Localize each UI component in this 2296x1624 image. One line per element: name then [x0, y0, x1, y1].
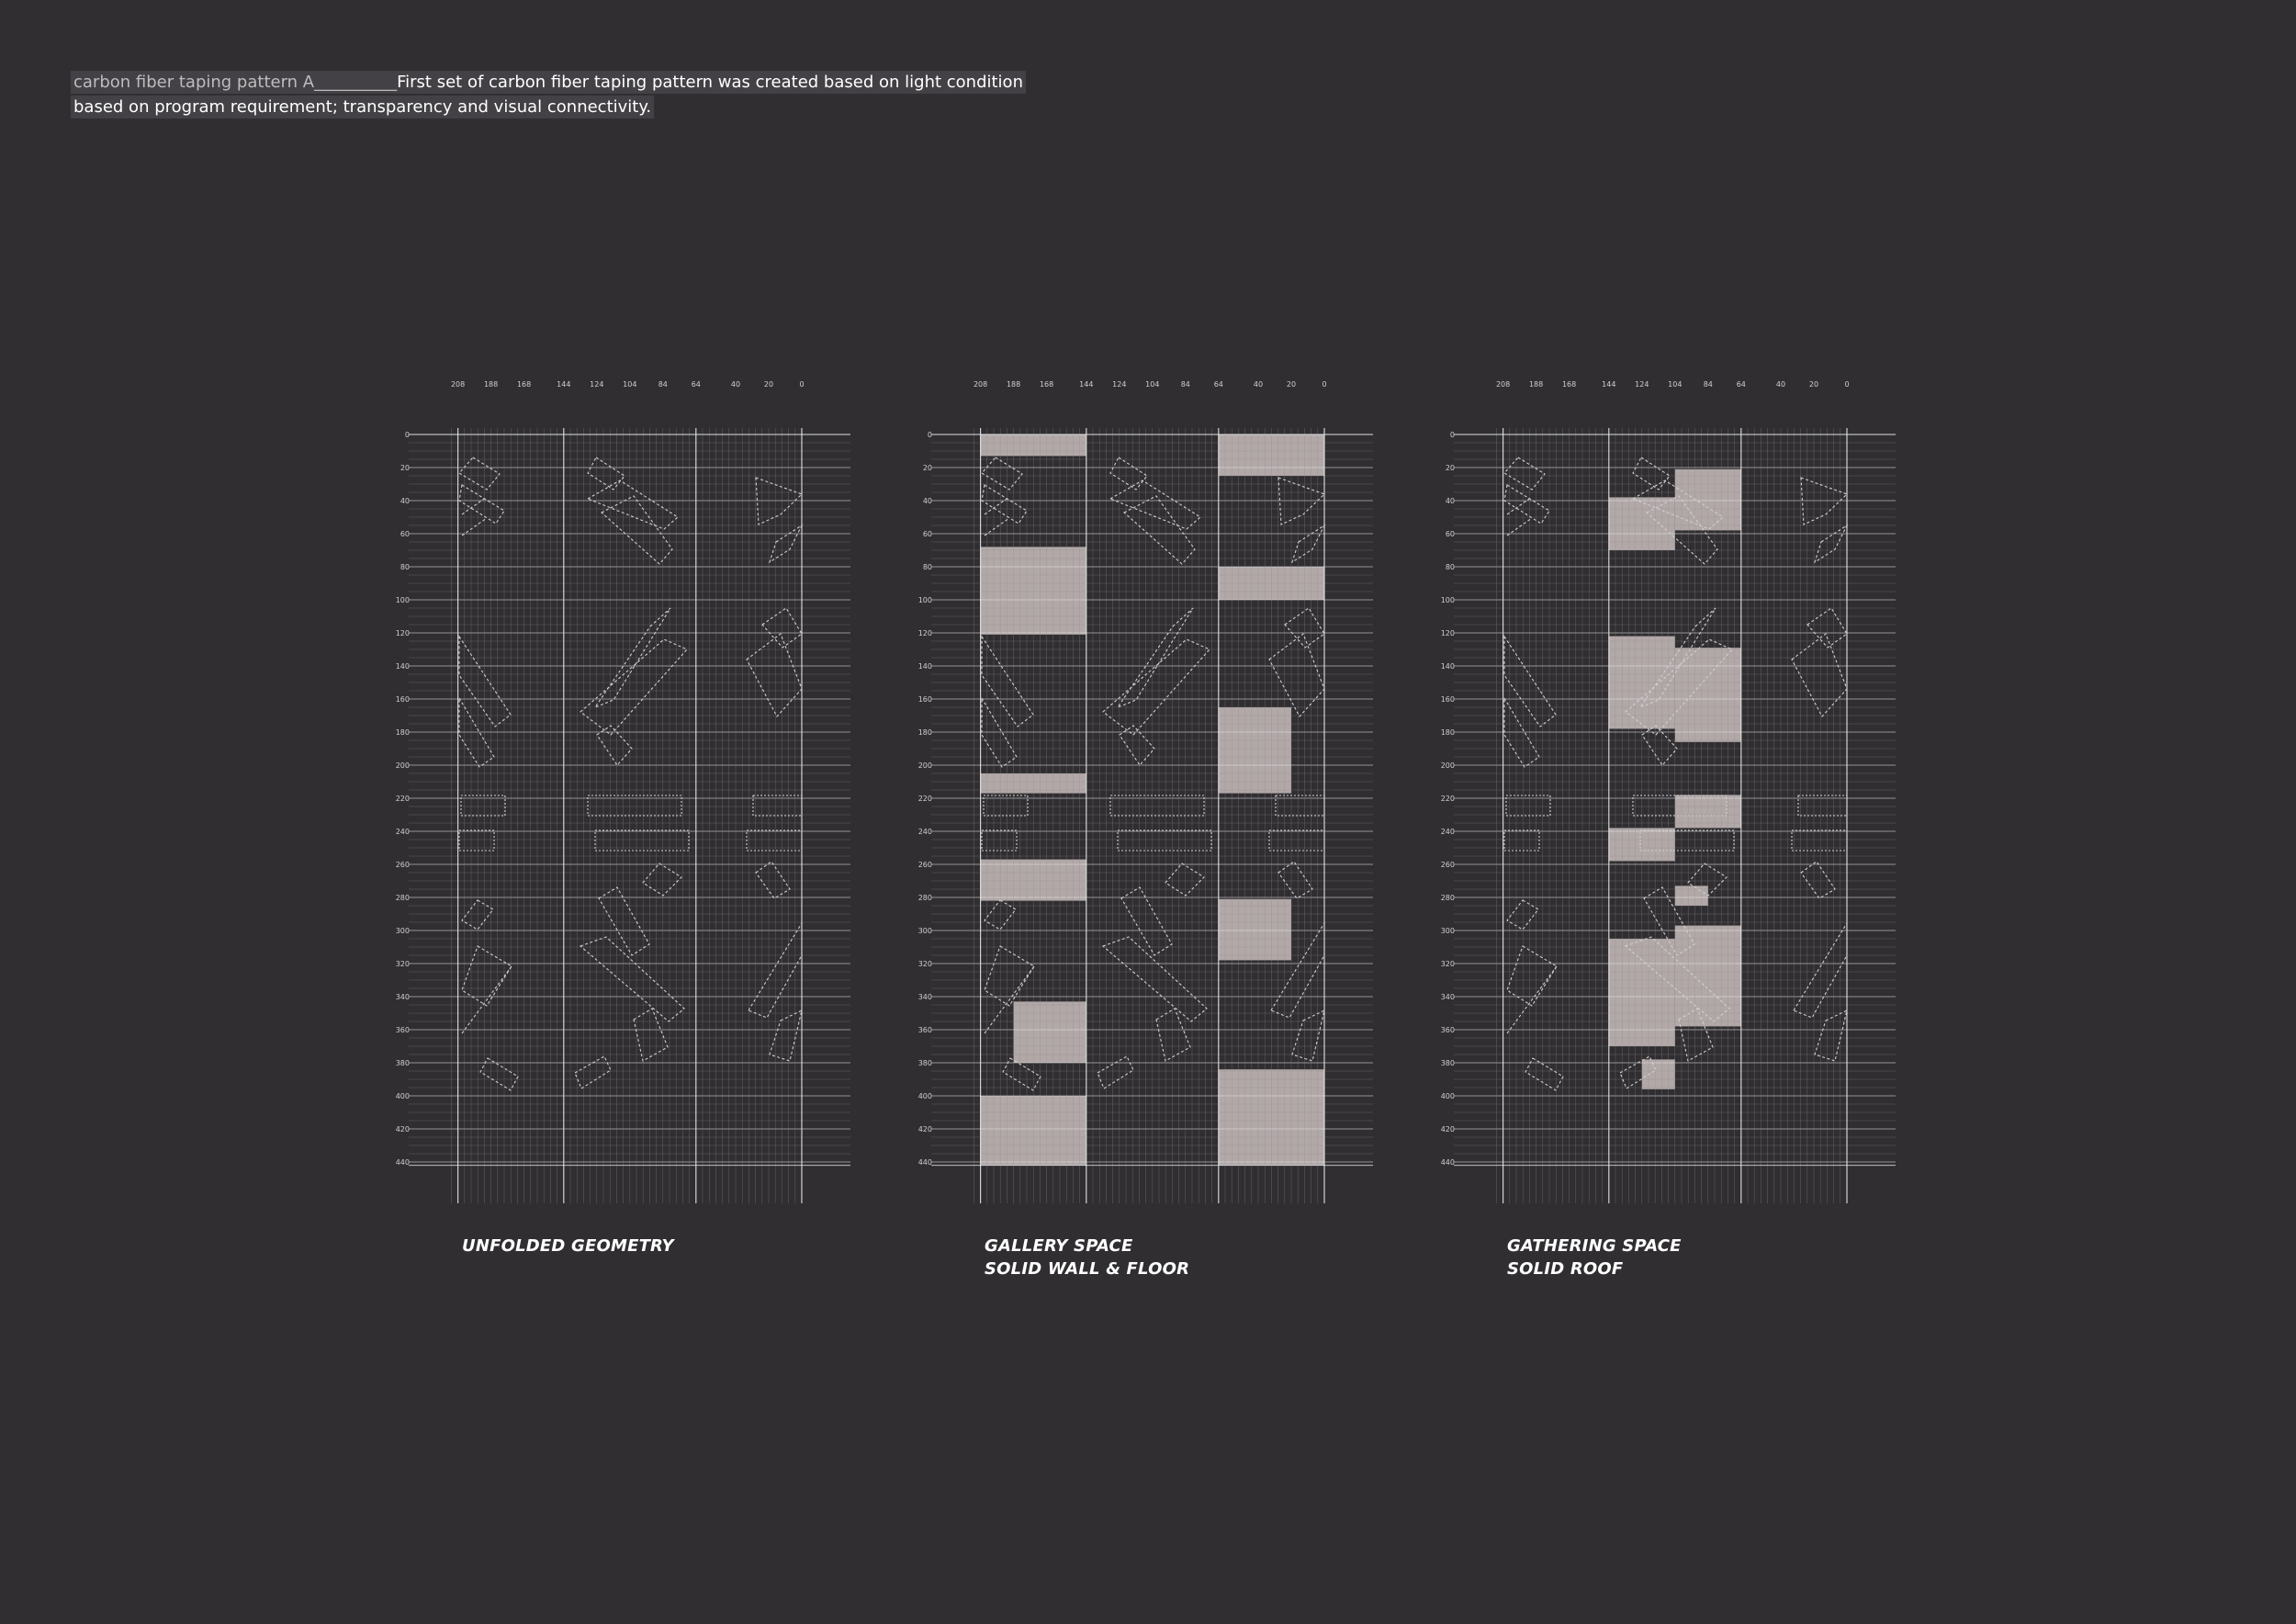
x-tick-label: 144 — [1602, 380, 1616, 389]
panel-outline — [982, 457, 1022, 490]
panel-outline — [1792, 830, 1847, 851]
y-tick-label: 20 — [400, 464, 410, 472]
y-tick-label: 320 — [395, 960, 410, 968]
panel-label-line: GATHERING SPACE — [1507, 1236, 1682, 1256]
x-tick-label: 64 — [691, 380, 701, 389]
x-tick-label: 104 — [623, 380, 637, 389]
panel-outline — [1642, 726, 1677, 765]
y-tick-label: 60 — [922, 530, 932, 538]
panel-outline — [643, 863, 681, 896]
panel-outline — [1110, 480, 1200, 529]
y-tick-label: 80 — [400, 563, 410, 571]
y-tick-label: 20 — [1445, 464, 1455, 472]
y-tick-label: 440 — [1440, 1158, 1455, 1167]
solid-region — [1219, 707, 1291, 794]
y-tick-label: 0 — [927, 431, 932, 439]
panel-outline — [459, 457, 500, 490]
panel-outline — [1815, 525, 1847, 562]
y-tick-label: 380 — [395, 1059, 410, 1067]
y-tick-label: 200 — [395, 761, 410, 770]
panel-outline — [1801, 478, 1847, 524]
y-tick-label: 360 — [395, 1026, 410, 1034]
y-tick-label: 240 — [917, 828, 932, 836]
solid-region — [1642, 1059, 1675, 1088]
y-tick-label: 120 — [917, 629, 932, 637]
panel-outline — [982, 637, 1033, 727]
fold-line — [462, 518, 487, 536]
panel-outline — [588, 457, 625, 490]
y-tick-label: 340 — [1440, 993, 1455, 1001]
panel-outline — [459, 637, 511, 727]
y-tick-label: 200 — [917, 761, 932, 770]
y-tick-label: 40 — [1445, 497, 1455, 505]
panel-outline — [747, 830, 802, 851]
panel-outline — [1269, 634, 1324, 716]
panel-outline — [1124, 496, 1195, 564]
y-tick-label: 60 — [400, 530, 410, 538]
panel-outline — [1504, 457, 1545, 490]
panel-outline — [1292, 525, 1324, 562]
fold-line — [462, 497, 487, 514]
y-tick-label: 280 — [917, 894, 932, 902]
x-tick-label: 124 — [1112, 380, 1127, 389]
x-tick-label: 104 — [1145, 380, 1160, 389]
x-tick-label: 188 — [1006, 380, 1021, 389]
y-tick-label: 120 — [1440, 629, 1455, 637]
panel-label-line: SOLID WALL & FLOOR — [985, 1259, 1190, 1279]
y-tick-label: 340 — [395, 993, 410, 1001]
panel-unfolded — [396, 380, 850, 1203]
y-tick-label: 160 — [917, 695, 932, 704]
y-tick-label: 300 — [395, 927, 410, 935]
x-tick-label: 188 — [1528, 380, 1544, 389]
panel-outline — [1156, 1009, 1190, 1061]
y-tick-label: 420 — [1440, 1125, 1455, 1133]
x-tick-label: 168 — [516, 380, 532, 389]
x-tick-label: 208 — [450, 380, 466, 389]
x-tick-label: 168 — [1561, 380, 1577, 389]
panel-outline — [770, 1010, 802, 1061]
panel-outline — [634, 1009, 668, 1061]
caption-rule: __________ — [314, 73, 398, 92]
panel-outline — [1278, 478, 1324, 524]
panel-outline — [1103, 639, 1210, 735]
x-tick-label: 20 — [1286, 380, 1297, 389]
x-tick-label: 144 — [1079, 380, 1094, 389]
x-tick-label: 84 — [1180, 380, 1190, 389]
y-tick-label: 440 — [917, 1158, 932, 1167]
x-tick-label: 104 — [1668, 380, 1683, 389]
y-axis-labels — [1441, 431, 1455, 1167]
solid-region — [1675, 885, 1708, 906]
x-tick-label: 20 — [763, 380, 774, 389]
panel-label-line: UNFOLDED GEOMETRY — [462, 1236, 674, 1256]
y-tick-label: 0 — [404, 431, 410, 439]
y-tick-label: 320 — [1440, 960, 1455, 968]
panel-outline — [1792, 634, 1847, 716]
y-tick-label: 400 — [917, 1092, 932, 1100]
y-tick-label: 160 — [395, 695, 410, 704]
y-tick-label: 400 — [1440, 1092, 1455, 1100]
y-tick-label: 400 — [395, 1092, 410, 1100]
panel-outline — [1633, 457, 1670, 490]
y-tick-label: 340 — [917, 993, 932, 1001]
panel-outline — [1120, 726, 1154, 765]
fold-line — [985, 518, 1009, 536]
x-tick-label: 208 — [1495, 380, 1511, 389]
y-tick-label: 100 — [917, 596, 932, 604]
y-tick-label: 300 — [1440, 927, 1455, 935]
x-tick-label: 40 — [730, 380, 741, 389]
y-tick-label: 260 — [395, 861, 410, 869]
panel-outline — [580, 937, 684, 1021]
x-tick-label: 188 — [483, 380, 499, 389]
y-tick-label: 140 — [1440, 662, 1455, 671]
y-tick-label: 180 — [395, 728, 410, 737]
panel-outline — [580, 639, 687, 735]
x-tick-label: 124 — [590, 380, 604, 389]
x-tick-label: 0 — [1322, 380, 1327, 389]
panel-outline — [1504, 637, 1556, 727]
y-tick-label: 100 — [395, 596, 410, 604]
panel-outline — [1118, 830, 1211, 851]
y-tick-label: 260 — [1440, 861, 1455, 869]
x-tick-label: 84 — [658, 380, 668, 389]
panel-outline — [1165, 863, 1204, 896]
x-tick-label: 144 — [557, 380, 571, 389]
x-axis-labels — [1496, 380, 1850, 389]
panel-label-gallery — [985, 1235, 1189, 1280]
panel-label-gathering — [1507, 1235, 1682, 1280]
y-tick-label: 120 — [395, 629, 410, 637]
fold-line — [985, 497, 1009, 514]
panel-outline — [1815, 1010, 1847, 1061]
x-tick-label: 64 — [1213, 380, 1223, 389]
panel-outline — [602, 496, 672, 564]
x-tick-label: 0 — [1844, 380, 1850, 389]
x-tick-label: 20 — [1808, 380, 1819, 389]
panel-label-line: GALLERY SPACE — [985, 1236, 1133, 1256]
y-tick-label: 300 — [917, 927, 932, 935]
panel-outline — [770, 525, 802, 562]
x-tick-label: 0 — [799, 380, 805, 389]
y-tick-label: 60 — [1445, 530, 1455, 538]
y-tick-label: 380 — [917, 1059, 932, 1067]
panel-outline — [1278, 862, 1312, 898]
panel-label-unfolded — [462, 1235, 674, 1257]
y-tick-label: 20 — [922, 464, 932, 472]
y-tick-label: 100 — [1440, 596, 1455, 604]
x-tick-label: 208 — [973, 380, 988, 389]
solid-region — [1219, 899, 1291, 961]
y-tick-label: 320 — [917, 960, 932, 968]
y-tick-label: 80 — [922, 563, 932, 571]
caption-title: carbon fiber taping pattern A — [73, 73, 315, 92]
solid-region — [1014, 1001, 1086, 1063]
y-tick-label: 0 — [1449, 431, 1455, 439]
y-tick-label: 180 — [1440, 728, 1455, 737]
y-tick-label: 240 — [1440, 828, 1455, 836]
panel-outline — [756, 862, 790, 898]
panel-outline — [588, 480, 678, 529]
y-tick-label: 220 — [917, 795, 932, 803]
y-tick-label: 240 — [395, 828, 410, 836]
x-axis-labels — [974, 380, 1327, 389]
x-tick-label: 84 — [1703, 380, 1713, 389]
x-tick-label: 64 — [1736, 380, 1746, 389]
y-tick-label: 420 — [917, 1125, 932, 1133]
panel-outline — [1269, 830, 1324, 851]
y-tick-label: 140 — [917, 662, 932, 671]
y-tick-label: 180 — [917, 728, 932, 737]
panel-outline — [1292, 1010, 1324, 1061]
panel-outline — [1097, 1056, 1133, 1088]
y-axis-labels — [918, 431, 932, 1167]
panel-outline — [597, 726, 632, 765]
y-tick-label: 280 — [1440, 894, 1455, 902]
y-tick-label: 140 — [395, 662, 410, 671]
y-tick-label: 380 — [1440, 1059, 1455, 1067]
y-tick-label: 260 — [917, 861, 932, 869]
y-tick-label: 200 — [1440, 761, 1455, 770]
panel-outline — [575, 1056, 611, 1088]
x-tick-label: 168 — [1039, 380, 1054, 389]
panel-gathering — [1441, 380, 1896, 1203]
x-tick-label: 40 — [1253, 380, 1264, 389]
y-tick-label: 40 — [922, 497, 932, 505]
x-axis-labels — [451, 380, 805, 389]
panel-outline — [1103, 937, 1207, 1021]
panel-outline — [1110, 457, 1147, 490]
y-tick-label: 360 — [917, 1026, 932, 1034]
y-tick-label: 420 — [395, 1125, 410, 1133]
y-tick-label: 80 — [1445, 563, 1455, 571]
y-tick-label: 40 — [400, 497, 410, 505]
x-tick-label: 124 — [1635, 380, 1649, 389]
panel-outline — [595, 830, 689, 851]
panel-outline — [756, 478, 802, 524]
y-tick-label: 280 — [395, 894, 410, 902]
y-tick-label: 360 — [1440, 1026, 1455, 1034]
panel-label-line: SOLID ROOF — [1507, 1259, 1624, 1279]
y-tick-label: 440 — [395, 1158, 410, 1167]
fold-line — [1507, 518, 1532, 536]
panel-outline — [1801, 862, 1835, 898]
fold-line — [1507, 497, 1532, 514]
x-tick-label: 40 — [1775, 380, 1786, 389]
panel-gallery — [918, 380, 1373, 1203]
panel-outline — [747, 634, 802, 716]
y-axis-labels — [396, 431, 410, 1167]
caption-text: First set of carbon fiber taping pattern was created based on light condition based on program requirement; transparency and visual connectivity. — [73, 73, 1023, 117]
y-tick-label: 160 — [1440, 695, 1455, 704]
y-tick-label: 220 — [1440, 795, 1455, 803]
y-tick-label: 220 — [395, 795, 410, 803]
